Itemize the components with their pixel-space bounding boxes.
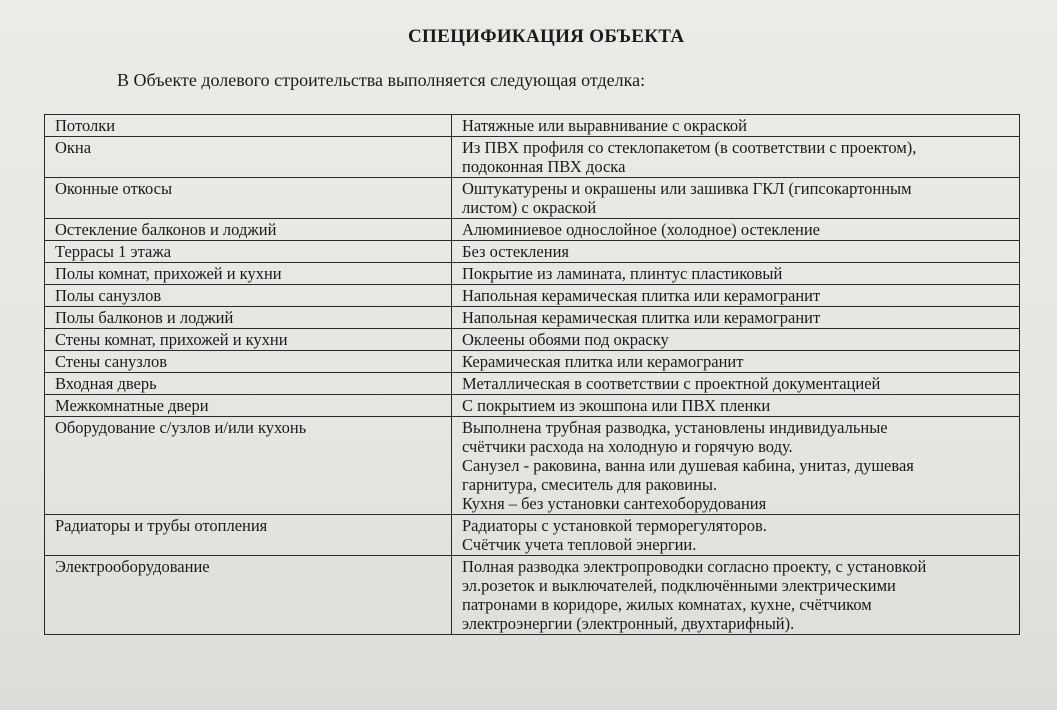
spec-table [44, 114, 1020, 635]
table-row [45, 329, 1020, 351]
spec-item-name: Электрооборудование [45, 556, 452, 635]
spec-item-name: Окна [45, 137, 452, 178]
spec-item-name: Полы балконов и лоджий [45, 307, 452, 329]
spec-item-value [452, 351, 1020, 373]
table-row [45, 137, 1020, 178]
spec-item-name: Оборудование с/узлов и/или кухонь [45, 417, 452, 515]
table-row [45, 373, 1020, 395]
spec-value-line: Радиаторы с установкой терморегуляторов. [462, 516, 767, 535]
spec-item-name: Потолки [45, 115, 452, 137]
spec-value-line: электроэнергии (электронный, двухтарифный). [462, 614, 795, 633]
spec-value-line: счётчики расхода на холодную и горячую воду. [462, 437, 793, 456]
spec-item-value [452, 515, 1020, 556]
spec-item-value [452, 329, 1020, 351]
spec-item-name: Стены комнат, прихожей и кухни [45, 329, 452, 351]
spec-value-line: листом) с окраской [462, 198, 597, 217]
spec-item-value [452, 178, 1020, 219]
table-row [45, 417, 1020, 515]
table-row [45, 307, 1020, 329]
spec-item-name: Террасы 1 этажа [45, 241, 452, 263]
table-row [45, 115, 1020, 137]
spec-value-line: Из ПВХ профиля со стеклопакетом (в соответствии с проектом), [462, 138, 917, 157]
spec-item-value [452, 285, 1020, 307]
spec-value-line: гарнитура, смеситель для раковины. [462, 475, 718, 494]
spec-value-line: Алюминиевое однослойное (холодное) остекление [462, 220, 820, 239]
spec-value-line: Натяжные или выравнивание с окраской [462, 116, 747, 135]
spec-item-value [452, 263, 1020, 285]
table-row [45, 285, 1020, 307]
spec-table-body [45, 115, 1020, 635]
spec-value-line: С покрытием из экошпона или ПВХ пленки [462, 396, 771, 415]
spec-value-line: Покрытие из ламината, плинтус пластиковый [462, 264, 783, 283]
spec-value-line: Санузел - раковина, ванна или душевая кабина, унитаз, душевая [462, 456, 914, 475]
spec-value-line: Металлическая в соответствии с проектной документацией [462, 374, 881, 393]
table-row [45, 351, 1020, 373]
spec-item-name: Полы комнат, прихожей и кухни [45, 263, 452, 285]
spec-value-line: Керамическая плитка или керамогранит [462, 352, 744, 371]
spec-value-line: Оклеены обоями под окраску [462, 330, 669, 349]
spec-item-name: Остекление балконов и лоджий [45, 219, 452, 241]
spec-value-line: патронами в коридоре, жилых комнатах, кухне, счётчиком [462, 595, 872, 614]
spec-item-value [452, 219, 1020, 241]
table-row [45, 219, 1020, 241]
table-row [45, 515, 1020, 556]
spec-item-value [452, 307, 1020, 329]
spec-item-value [452, 115, 1020, 137]
spec-value-line: Оштукатурены и окрашены или зашивка ГКЛ (гипсокартонным [462, 179, 912, 198]
spec-value-line: Без остекления [462, 242, 569, 261]
spec-item-name: Межкомнатные двери [45, 395, 452, 417]
spec-value-line: Выполнена трубная разводка, установлены индивидуальные [462, 418, 888, 437]
spec-item-name: Стены санузлов [45, 351, 452, 373]
spec-value-line: Счётчик учета тепловой энергии. [462, 535, 697, 554]
table-row [45, 241, 1020, 263]
spec-item-value [452, 417, 1020, 515]
spec-item-name: Оконные откосы [45, 178, 452, 219]
intro-text: В Объекте долевого строительства выполняется следующая отделка: [117, 70, 646, 90]
spec-value-line: Кухня – без установки сантехоборудования [462, 494, 767, 513]
spec-item-value [452, 556, 1020, 635]
table-row [45, 556, 1020, 635]
spec-item-value [452, 137, 1020, 178]
table-row [45, 263, 1020, 285]
spec-item-value [452, 373, 1020, 395]
page-title: СПЕЦИФИКАЦИЯ ОБЪЕКТА [408, 26, 685, 47]
spec-item-name: Радиаторы и трубы отопления [45, 515, 452, 556]
spec-value-line: эл.розеток и выключателей, подключёнными электрическими [462, 576, 896, 595]
spec-item-name: Полы санузлов [45, 285, 452, 307]
spec-item-value [452, 395, 1020, 417]
spec-item-name: Входная дверь [45, 373, 452, 395]
spec-value-line: Напольная керамическая плитка или керамогранит [462, 286, 821, 305]
spec-item-value [452, 241, 1020, 263]
table-row [45, 395, 1020, 417]
spec-value-line: Напольная керамическая плитка или керамогранит [462, 308, 821, 327]
table-row [45, 178, 1020, 219]
spec-value-line: подоконная ПВХ доска [462, 157, 626, 176]
spec-value-line: Полная разводка электропроводки согласно проекту, с установкой [462, 557, 927, 576]
